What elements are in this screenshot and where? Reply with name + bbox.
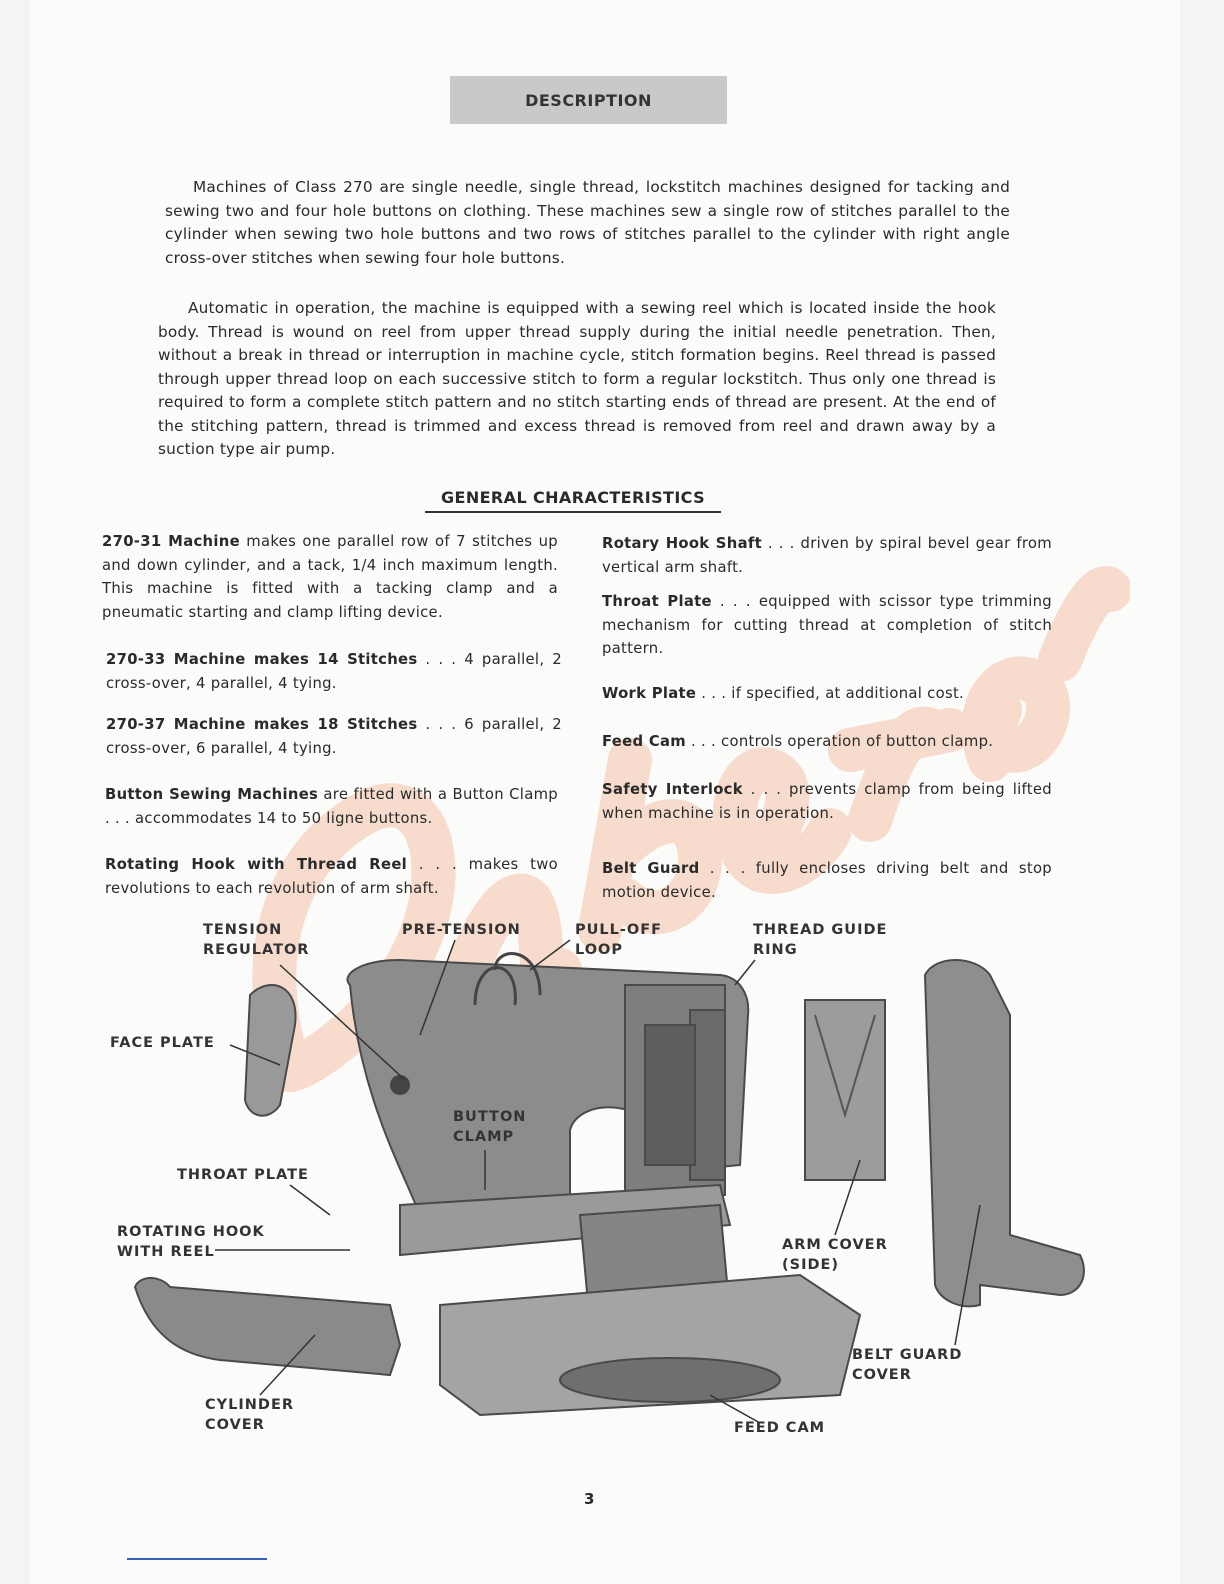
label-belt-guard-cover (852, 1345, 962, 1385)
char-lead: Work Plate (602, 685, 697, 702)
char-text: . . . if specified, at additional cost. (696, 685, 965, 702)
char-lead: 270-33 Machine makes 14 Stitches (106, 651, 418, 668)
char-text: . . . fully encloses driving belt and stop motion device. (602, 860, 1052, 901)
char-lead: Safety Interlock (602, 781, 743, 798)
char-lead: Button Sewing Machines (105, 786, 319, 803)
label-text: TENSION REGULATOR (203, 922, 310, 958)
char-lead: Rotating Hook with Thread Reel (105, 856, 408, 873)
label-text: ROTATING HOOK WITH REEL (117, 1224, 265, 1260)
intro-paragraph-1: Machines of Class 270 are single needle, single thread, lockstitch machines designed for tacking and sewing two and four hole buttons on clothing. These machines sew a single row of stitches parallel to the cylinder when sewing two hole buttons and two rows of stitches parallel to the cylinder with right angle cross-over stitches when sewing four hole buttons. (165, 178, 1010, 267)
footer-link-line (127, 1558, 267, 1560)
char-lead: 270-37 Machine makes 18 Stitches (106, 716, 418, 733)
label-text: PULL-OFF LOOP (575, 922, 663, 958)
char-text: are fitted with a Button Clamp . . . accommodates 14 to 50 ligne buttons. (105, 786, 558, 827)
char-text: . . . 6 parallel, 2 cross-over, 6 parallel, 4 tying. (106, 716, 562, 757)
char-item-work-plate (602, 682, 1052, 706)
label-text: FACE PLATE (110, 1035, 215, 1051)
char-lead: 270-31 Machine (102, 533, 240, 550)
label-text: CYLINDER COVER (205, 1397, 295, 1433)
char-text: . . . controls operation of button clamp. (686, 733, 994, 750)
char-item-rotating-hook (105, 853, 558, 900)
char-text: . . . equipped with scissor type trimming mechanism for cutting thread at completion of stitch pattern. (602, 593, 1052, 657)
page-title: DESCRIPTION (450, 76, 727, 124)
label-tension-regulator (203, 920, 309, 960)
char-text: . . . driven by spiral bevel gear from vertical arm shaft. (602, 535, 1052, 576)
page-number: 3 (584, 1490, 595, 1508)
label-text: FEED CAM (734, 1420, 826, 1436)
char-lead: Throat Plate (602, 593, 712, 610)
char-item-throat-plate (602, 590, 1052, 661)
machine-diagram (100, 915, 1110, 1445)
label-pull-off-loop (575, 920, 662, 960)
label-feed-cam (734, 1418, 825, 1438)
char-item-belt-guard (602, 857, 1052, 904)
char-lead: Rotary Hook Shaft (602, 535, 762, 552)
label-rotating-hook (117, 1222, 265, 1262)
intro-paragraph-2: Automatic in operation, the machine is equipped with a sewing reel which is located inside the hook body. Thread is wound on reel from upper thread supply during the initial needle penetration. Then, without a break in thread or interruption in machine cycle, stitch formation begins. Reel thread is passed through upper thread loop on each successive stitch to form a regular lockstitch. Thus only one thread is required to form a complete stitch pattern and no stitch starting ends of thread are present. At the end of the stitching pattern, thread is trimmed and excess thread is removed from reel and drawn away by a suction type air pump. (158, 299, 996, 458)
label-button-clamp (453, 1107, 526, 1147)
label-cylinder-cover (205, 1395, 294, 1435)
char-item-270-33 (106, 648, 562, 695)
char-text: . . . 4 parallel, 2 cross-over, 4 parallel, 4 tying. (106, 651, 562, 692)
char-text: . . . makes two revolutions to each revolution of arm shaft. (105, 856, 558, 897)
label-arm-cover (782, 1235, 888, 1275)
label-text: BELT GUARD COVER (852, 1347, 963, 1383)
section-title: GENERAL CHARACTERISTICS (425, 488, 721, 513)
char-item-rotary-hook-shaft (602, 532, 1052, 579)
label-face-plate (110, 1033, 215, 1053)
char-item-270-31 (102, 530, 558, 624)
char-lead: Belt Guard (602, 860, 700, 877)
label-text: PRE-TENSION (402, 922, 521, 938)
label-text: THROAT PLATE (177, 1167, 309, 1183)
char-item-safety-interlock (602, 778, 1052, 825)
label-throat-plate (177, 1165, 309, 1185)
label-thread-guide-ring (753, 920, 887, 960)
label-text: BUTTON CLAMP (453, 1109, 527, 1145)
label-pre-tension (402, 920, 521, 940)
char-item-feed-cam (602, 730, 1052, 754)
label-text: ARM COVER (SIDE) (782, 1237, 888, 1273)
char-lead: Feed Cam (602, 733, 686, 750)
char-item-button-sewing (105, 783, 558, 830)
label-text: THREAD GUIDE RING (753, 922, 888, 958)
char-text: makes one parallel row of 7 stitches up and down cylinder, and a tack, 1/4 inch maximum length. This machine is fitted with a tacking clamp and a pneumatic starting and clamp lifting device. (102, 533, 558, 621)
char-item-270-37 (106, 713, 562, 760)
char-text: . . . prevents clamp from being lifted when machine is in operation. (602, 781, 1052, 822)
